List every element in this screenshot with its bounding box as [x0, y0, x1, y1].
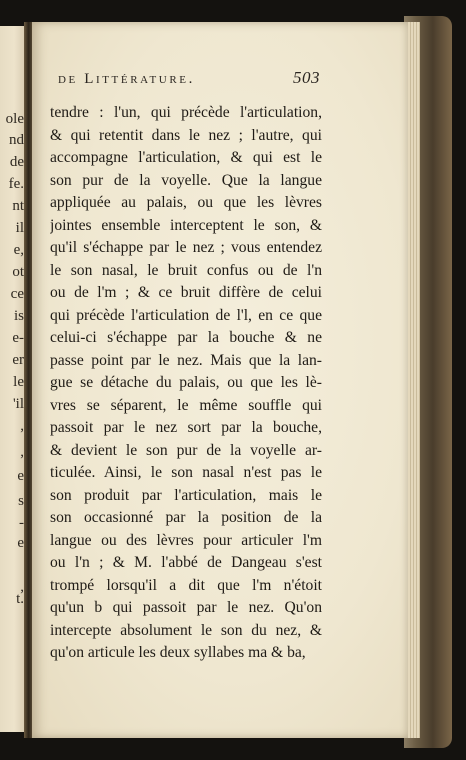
text-line: le son nasal, le bruit confus ou de l'n	[50, 261, 322, 279]
text-line: qu'il s'échappe par le nez ; vous entendez	[50, 239, 322, 256]
left-page-fragment: il	[15, 220, 24, 236]
text-line: qui précède l'articulation de l'l, en ce que	[50, 306, 322, 324]
text-line: intercepte absolument le son du nez, &	[50, 621, 322, 639]
text-line: tendre : l'un, qui précède l'articulation,	[50, 104, 322, 121]
left-page-fragment: le	[13, 374, 24, 390]
left-page-fragment: de	[9, 154, 24, 170]
left-page-fragment: ,	[20, 418, 24, 434]
text-line: passoit par le nez sort par la bouche,	[50, 419, 322, 436]
text-line: gue se détache du palais, ou que les lè-	[50, 374, 322, 391]
running-head-title: de Littérature.	[58, 71, 195, 87]
text-line: son produit par l'articulation, mais le	[50, 486, 322, 504]
text-line: ou l'n ; & M. l'abbé de Dangeau s'est	[50, 554, 322, 571]
text-line: langue ou des lèvres pour articuler l'm	[50, 531, 322, 549]
left-page-fragment: 'il	[12, 396, 24, 412]
text-line: vres se séparent, le même souffle qui	[50, 396, 322, 414]
left-page-fragment: nd	[9, 132, 24, 148]
left-page-fragment: ot	[12, 264, 24, 280]
left-page-fragment: ole	[5, 111, 24, 127]
text-line: jointes ensemble interceptent le son, &	[50, 216, 322, 234]
left-page-fragment: e	[17, 468, 24, 484]
text-line: accompagne l'articulation, & qui est le	[50, 149, 322, 166]
text-line: passe point par le nez. Mais que la lan-	[50, 351, 322, 369]
left-page-fragment: er	[12, 352, 24, 368]
left-page-fragment: s	[18, 493, 24, 509]
left-page-fragment: is	[13, 308, 24, 324]
text-line: qu'un b qui passoit par le nez. Qu'on	[50, 599, 322, 616]
text-line: son pur de la voyelle. Que la langue	[50, 171, 322, 189]
left-page-fragment: ,	[20, 444, 24, 460]
text-line: ou de l'm ; & ce bruit diffère de celui	[50, 284, 322, 301]
text-line: celui-ci s'échappe par la bouche & ne	[50, 329, 322, 346]
text-line: ticulée. Ainsi, le son nasal n'est pas le	[50, 464, 322, 481]
left-page-fragment: t.	[16, 591, 24, 607]
left-page-fragment: -	[19, 515, 24, 531]
text-line: son occasionné par la position de la	[50, 509, 322, 526]
text-line: & devient le son pur de la voyelle ar-	[50, 441, 322, 459]
left-page-fragment: fe.	[8, 176, 24, 192]
text-line: qu'on articule les deux syllabes ma & ba,	[50, 644, 306, 661]
left-page-fragment: e,	[13, 242, 24, 258]
left-page-fragment: ce	[10, 286, 24, 302]
running-head	[58, 68, 320, 88]
left-page-fragment: nt	[12, 198, 24, 214]
left-page-fragment: ,	[20, 579, 24, 595]
text-line: & qui retentit dans le nez ; l'autre, qui	[50, 126, 322, 144]
text-line: appliquée au palais, ou que les lèvres	[50, 194, 322, 211]
previous-page-strip	[0, 26, 27, 732]
page-number: 503	[293, 68, 320, 87]
left-page-fragment: e	[17, 535, 24, 551]
body-text	[50, 102, 322, 665]
text-line: trompé lorsqu'il a dit que l'm n'étoit	[50, 576, 322, 594]
left-page-fragment: e-	[12, 330, 24, 346]
